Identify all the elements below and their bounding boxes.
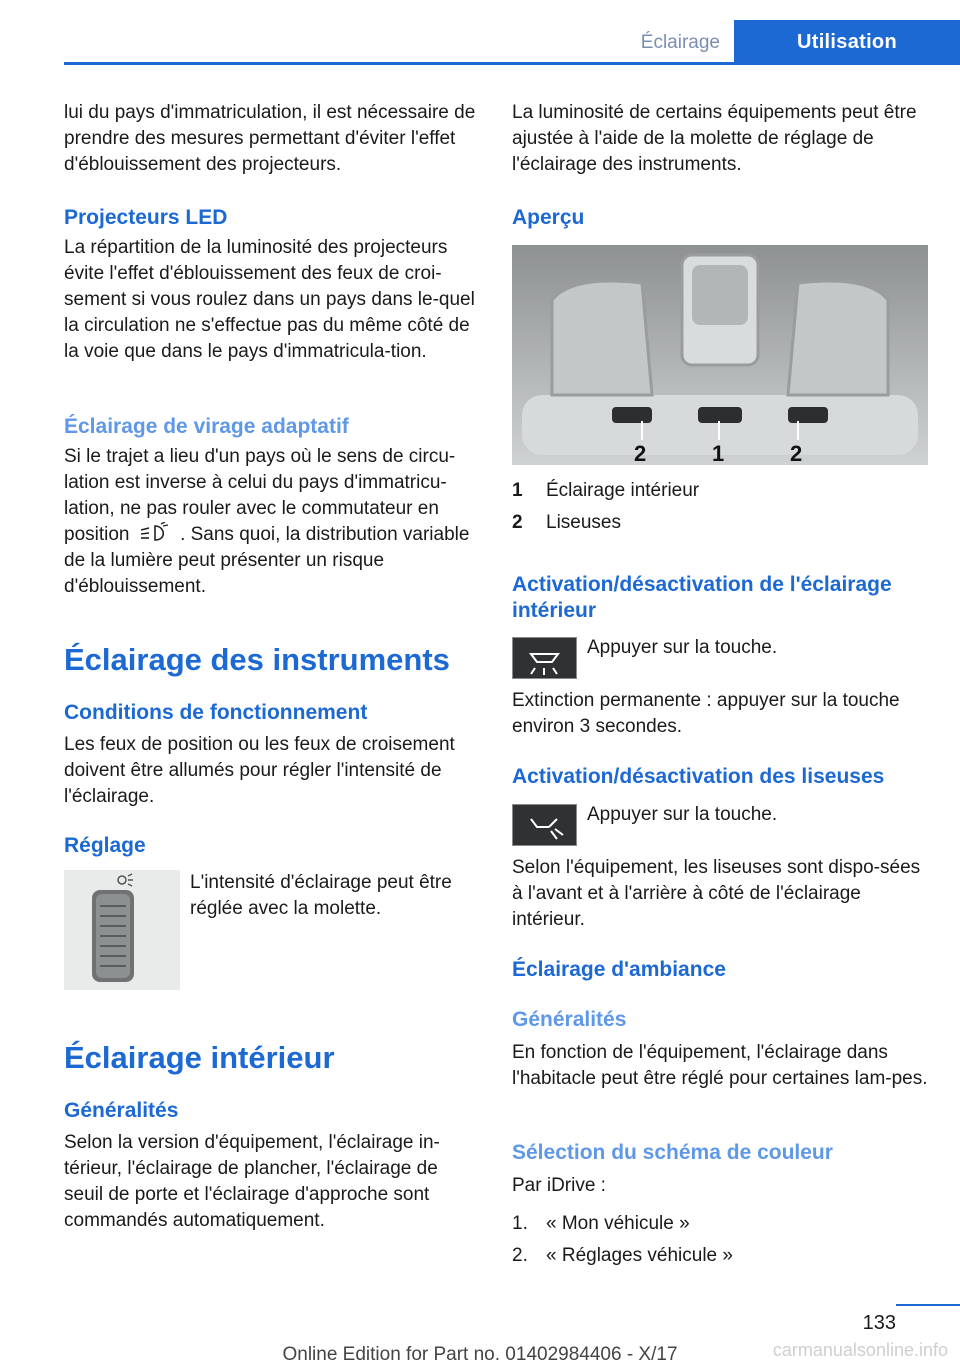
press-button-text-1: Appuyer sur la touche. xyxy=(587,637,778,658)
dimmer-wheel-image xyxy=(64,870,180,990)
edition-line: Online Edition for Part no. 01402984406 - X/17 xyxy=(282,1344,678,1365)
led-heading: Projecteurs LED xyxy=(64,206,228,229)
activation-interior-heading: Activation/désactivation de l'éclairage intérieur xyxy=(512,573,892,622)
press-button-text-2: Appuyer sur la touche. xyxy=(587,804,778,825)
step-number: 1. xyxy=(512,1213,528,1234)
page-number: 133 xyxy=(862,1312,896,1334)
callout-label-left: 2 xyxy=(634,441,647,465)
overhead-console-image xyxy=(512,245,928,465)
callout-label-center: 1 xyxy=(712,441,725,465)
liseuses-paragraph: Selon l'équipement, les liseuses sont dispo‐sées à l'avant et à l'arrière à côté de l'éclairage intérieur. xyxy=(512,857,921,930)
ambiance-paragraph: En fonction de l'équipement, l'éclairage dans l'habitacle peut être réglé pour certaines lam‐pes. xyxy=(512,1042,928,1089)
step-text: « Réglages véhicule » xyxy=(546,1245,733,1266)
color-scheme-heading: Sélection du schéma de couleur xyxy=(512,1141,833,1164)
adaptive-paragraph xyxy=(64,444,482,600)
interior-light-button-icon xyxy=(512,637,577,679)
footer-rule xyxy=(896,1304,960,1306)
chapter-tab[interactable]: Utilisation xyxy=(734,20,960,62)
right-intro-paragraph: La luminosité de certains équipements peut être ajustée à l'aide de la molette de réglage de l'éclairage des instruments. xyxy=(512,102,917,175)
adaptive-heading: Éclairage de virage adaptatif xyxy=(64,415,349,438)
reglage-heading: Réglage xyxy=(64,834,146,857)
led-paragraph: La répartition de la luminosité des projecteurs évite l'effet d'éblouissement des feux de croi‐sement si vous roulez dans un pays dans le‐quel la circulation ne s'effectue pas du même côté de la voie que dans le pays d'immatricula‐tion. xyxy=(64,237,475,362)
adaptive-text-b: . Sans quoi, la distribution variable de la lumière peut présenter un risque d'éblouissement. xyxy=(64,524,470,597)
conditions-paragraph: Les feux de position ou les feux de croisement doivent être allumés pour régler l'intensité de l'éclairage. xyxy=(64,734,455,807)
idrive-label: Par iDrive : xyxy=(512,1175,606,1196)
callout-label-right: 2 xyxy=(790,441,803,465)
page-footer xyxy=(0,1300,960,1365)
legend-text: Éclairage intérieur xyxy=(546,480,700,501)
intro-paragraph: lui du pays d'immatriculation, il est nécessaire de prendre des mesures permettant d'éviter l'effet d'éblouissement des projecteurs. xyxy=(64,102,476,175)
activation-liseuses-heading: Activation/désactivation des liseuses xyxy=(512,765,885,788)
watermark: carmanualsonline.info xyxy=(772,1340,948,1360)
section-label: Éclairage xyxy=(640,32,720,53)
adaptive-text-a: Si le trajet a lieu d'un pays où le sens de circu‐lation est inverse à celui du pays d'immatricu‐lation, ne pas rouler avec le commutateur en position xyxy=(64,446,456,545)
step-text: « Mon véhicule » xyxy=(546,1213,690,1234)
legend-text: Liseuses xyxy=(546,512,621,533)
interior-heading: Éclairage intérieur xyxy=(64,1040,335,1075)
instruments-heading: Éclairage des instruments xyxy=(64,642,450,677)
reading-light-button-icon xyxy=(512,804,577,846)
extinction-paragraph: Extinction permanente : appuyer sur la touche environ 3 secondes. xyxy=(512,690,900,737)
generalites-heading: Généralités xyxy=(64,1099,179,1122)
adaptive-light-icon xyxy=(135,522,175,544)
generalites-paragraph: Selon la version d'équipement, l'éclairage in‐térieur, l'éclairage de plancher, l'éclairage de seuil de porte et l'éclairage d'approche sont commandés automatiquement. xyxy=(64,1132,440,1231)
page-header xyxy=(64,0,960,65)
ambiance-generalites-heading: Généralités xyxy=(512,1008,627,1031)
legend-number: 2 xyxy=(512,512,523,533)
legend-number: 1 xyxy=(512,480,523,501)
step-number: 2. xyxy=(512,1245,528,1266)
ambiance-heading: Éclairage d'ambiance xyxy=(512,958,726,981)
apercu-heading: Aperçu xyxy=(512,206,585,229)
conditions-heading: Conditions de fonctionnement xyxy=(64,701,368,724)
reglage-paragraph: L'intensité d'éclairage peut être réglée avec la molette. xyxy=(190,872,452,919)
